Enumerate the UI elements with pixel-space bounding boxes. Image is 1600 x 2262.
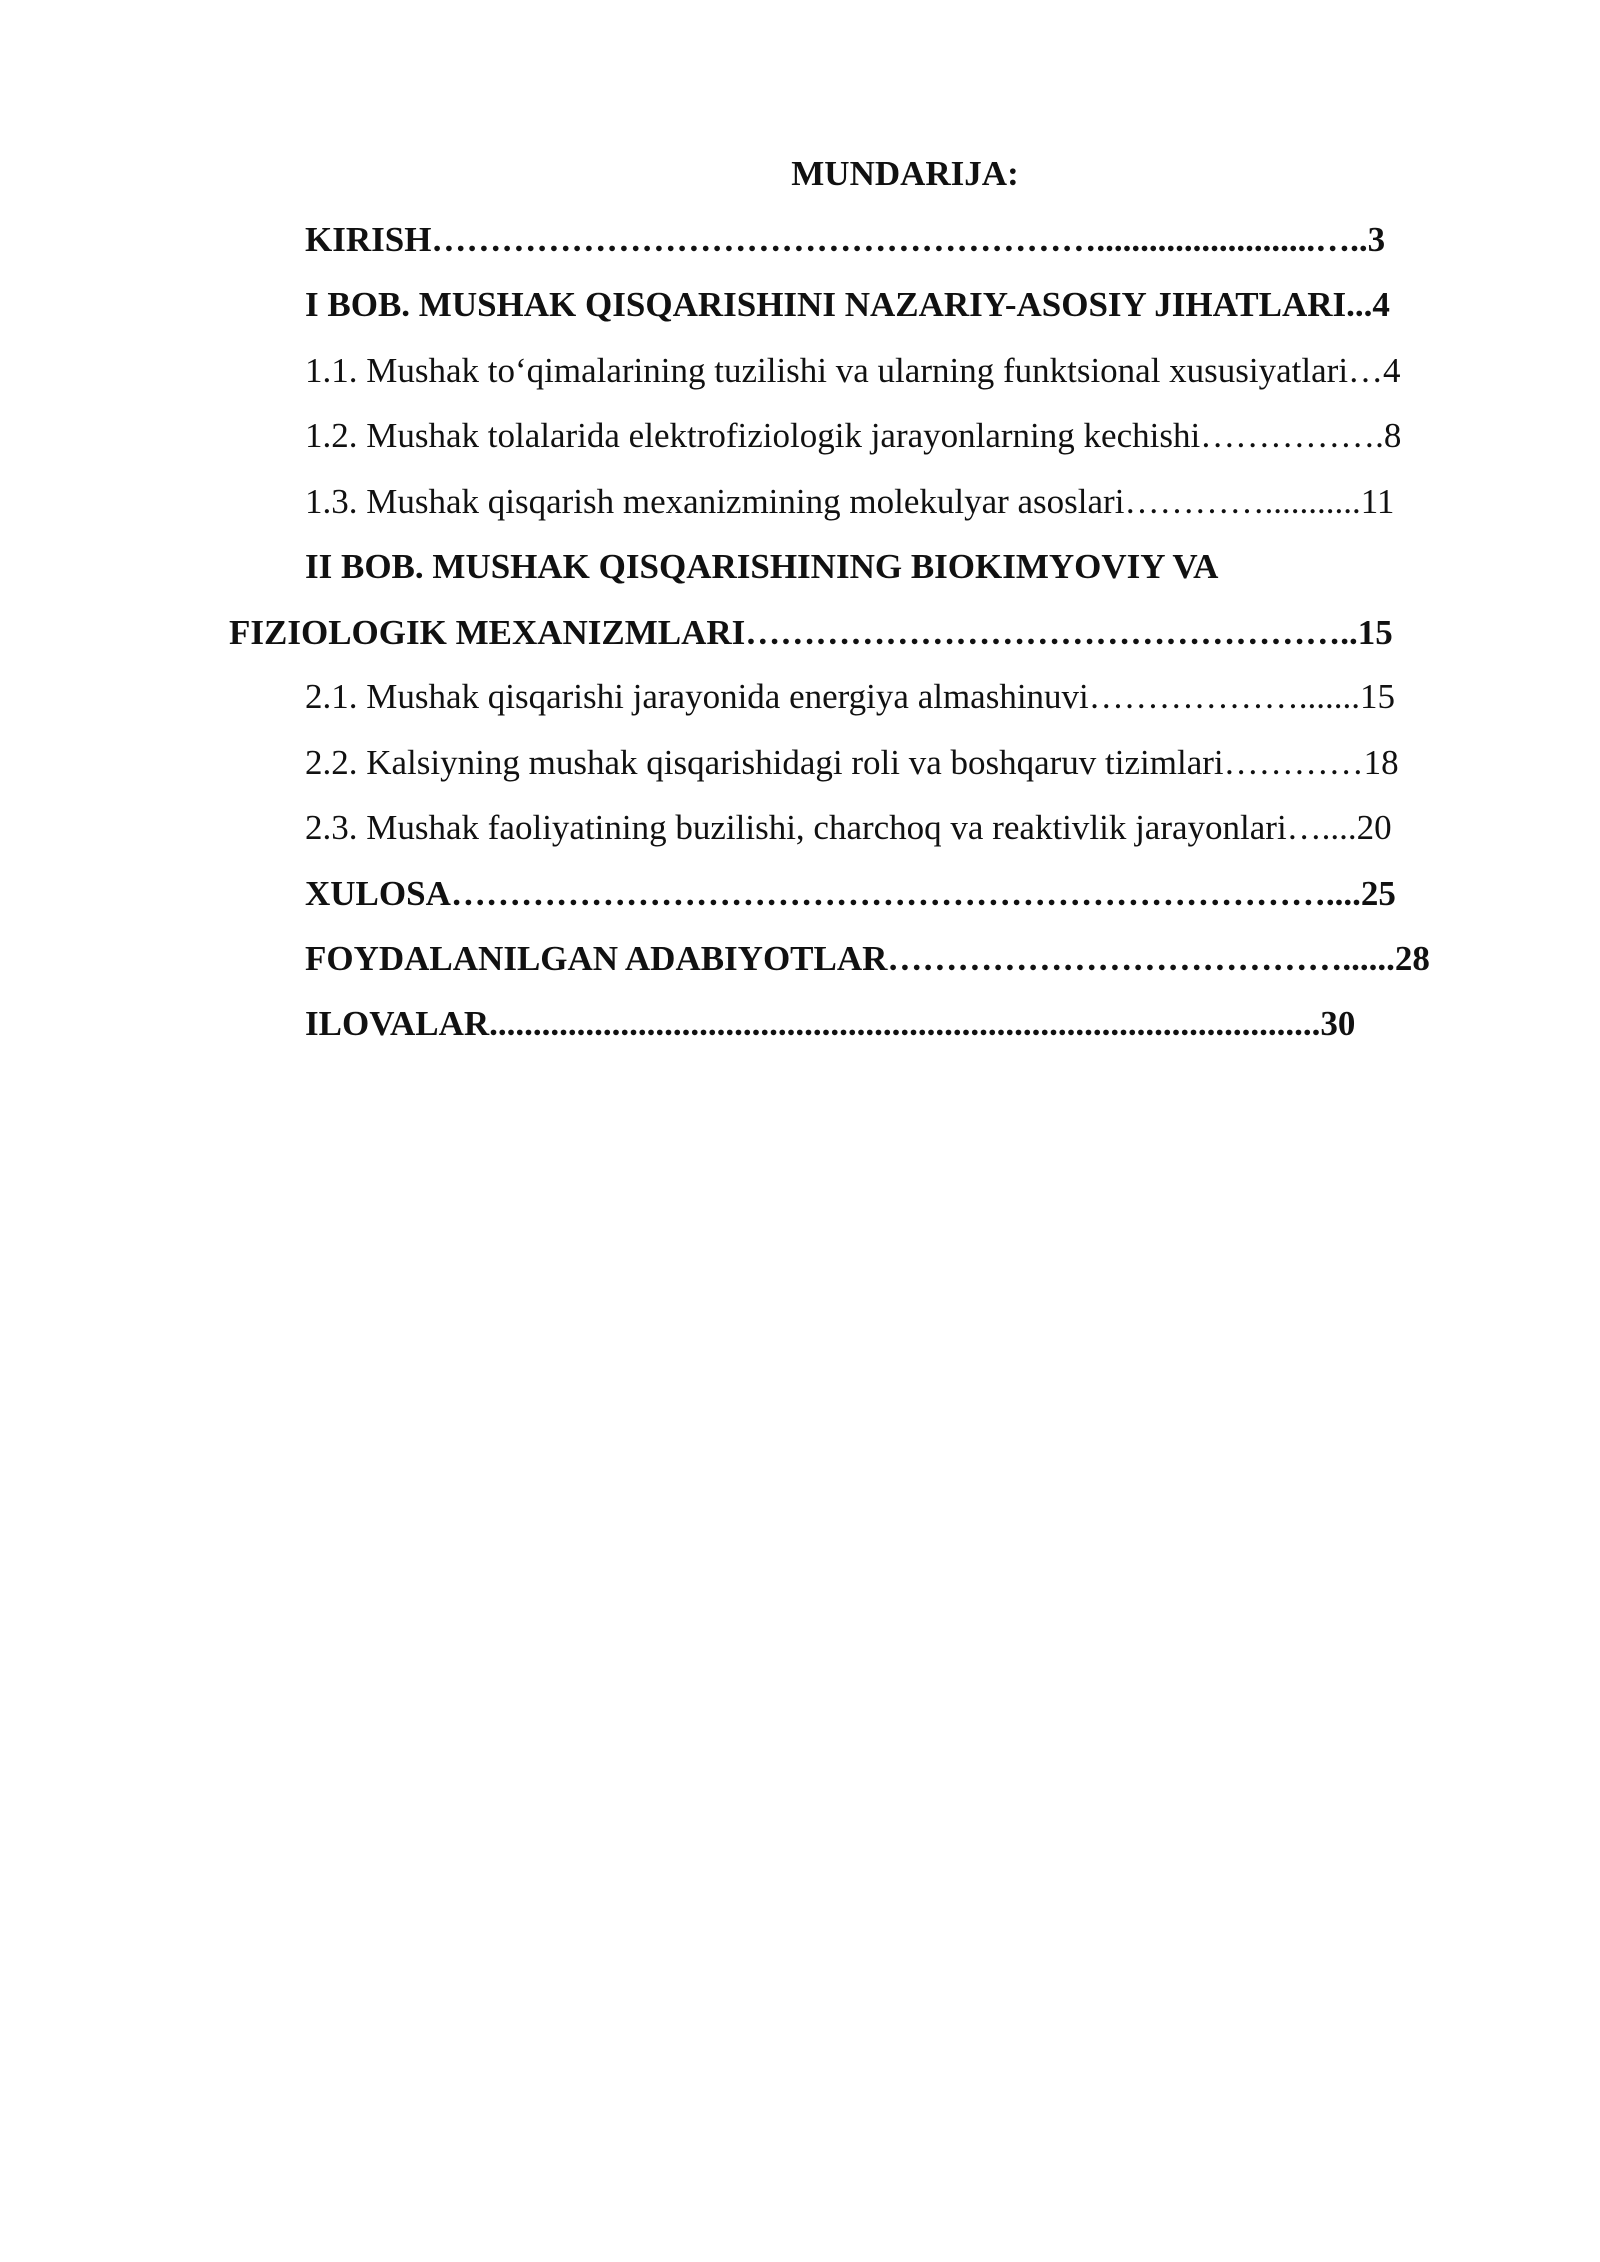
toc-entry-section-1-1: 1.1. Mushak to‘qimalarining tuzilishi va ularning funktsional xususiyatlari…4: [305, 351, 1401, 390]
toc-entry-section-2-3: 2.3. Mushak faoliyatining buzilishi, charchoq va reaktivlik jarayonlari…....20: [305, 808, 1392, 847]
toc-entry-section-1-2: 1.2. Mushak tolalarida elektrofiziologik jarayonlarning kechishi…………….8: [305, 416, 1402, 455]
toc-entry-section-2-2: 2.2. Kalsiyning mushak qisqarishidagi roli va boshqaruv tizimlari…………18: [305, 743, 1399, 782]
toc-entry-kirish: KIRISH………………………………………………….........................…..3: [305, 220, 1386, 259]
toc-entry-xulosa: XULOSA…………………………………………………………………....25: [305, 874, 1396, 913]
toc-entry-chapter-2-line-2: FIZIOLOGIK MEXANIZMLARI……………………………………………..15: [229, 613, 1393, 652]
toc-entry-adabiyotlar: FOYDALANILGAN ADABIYOTLAR…………………………………......28: [305, 939, 1430, 978]
toc-entry-chapter-1: I BOB. MUSHAK QISQARISHINI NAZARIY-ASOSIY JIHATLARI...4: [305, 285, 1390, 324]
toc-entry-section-2-1: 2.1. Mushak qisqarishi jarayonida energiya almashinuvi……………….......15: [305, 677, 1396, 716]
toc-entry-ilovalar: ILOVALAR...............................................................................................30: [305, 1004, 1356, 1043]
toc-entry-chapter-2-line-1: II BOB. MUSHAK QISQARISHINING BIOKIMYOVIY VA: [305, 547, 1219, 586]
toc-entry-section-1-3: 1.3. Mushak qisqarish mexanizmining molekulyar asoslari…………...........11: [305, 482, 1395, 521]
toc-title: MUNDARIJA:: [791, 154, 1019, 193]
